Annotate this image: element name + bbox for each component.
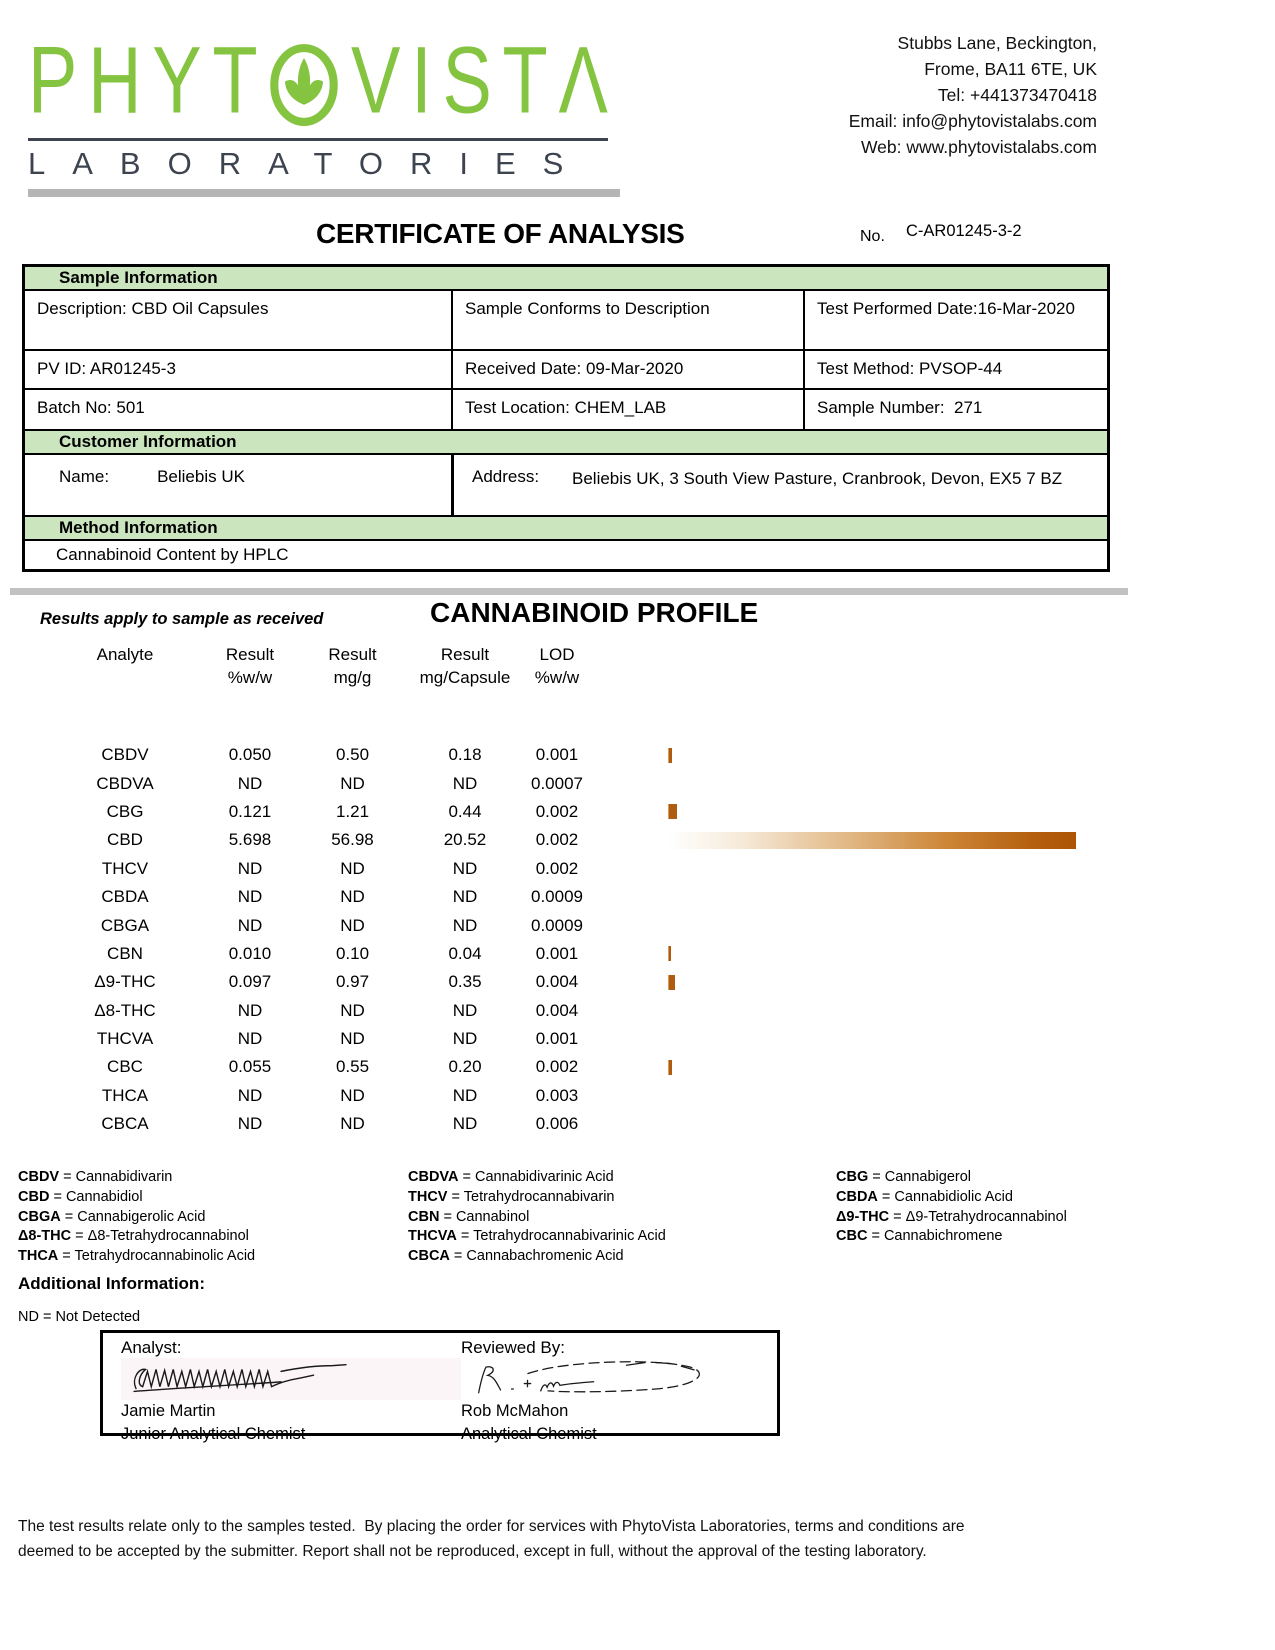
abbreviation-column-1 xyxy=(18,1168,408,1267)
column-header xyxy=(515,643,599,689)
table-row xyxy=(40,997,1088,1025)
abbreviation-name: Δ9-Tetrahydrocannabinol xyxy=(905,1208,1067,1225)
phytovista-logo xyxy=(28,16,608,197)
abbreviation-name: Cannabigerol xyxy=(884,1169,972,1185)
lod-cell: 0.001 xyxy=(535,943,579,963)
abbreviation-item: CBGA = Cannabigerolic Acid xyxy=(18,1208,206,1225)
result-mgcap-cell: ND xyxy=(452,773,478,793)
abbreviation-item: THCA = Tetrahydrocannabinolic Acid xyxy=(18,1248,256,1265)
abbreviation-item: CBG = Cannabigerol xyxy=(836,1169,972,1185)
abbreviation-name: Cannabachromenic Acid xyxy=(466,1248,624,1265)
analyst-signature xyxy=(121,1358,461,1400)
abbreviation-name: Cannabidiol xyxy=(65,1188,143,1205)
result-bar-cell xyxy=(668,804,677,819)
column-header-line2: mg/Capsule xyxy=(419,668,511,687)
customer-address-label: Address: xyxy=(472,467,540,486)
abbreviation-code: CBCA xyxy=(408,1248,450,1265)
result-pct-cell: ND xyxy=(237,915,263,935)
sample-information-heading: Sample Information xyxy=(25,267,1107,291)
logo-letter: T xyxy=(212,26,258,134)
contact-line: Stubbs Lane, Beckington, xyxy=(897,33,1097,53)
logo-letter: Λ xyxy=(558,26,608,134)
result-bar xyxy=(668,832,1076,849)
signature-box xyxy=(100,1330,780,1443)
abbreviation-item: CBD = Cannabidiol xyxy=(18,1188,143,1205)
method-information-heading: Method Information xyxy=(25,515,1107,541)
customer-name-label: Name: xyxy=(59,467,110,486)
column-header-line1: Result xyxy=(225,645,275,664)
sample-info-cell: PV ID: AR01245-3 xyxy=(25,351,451,390)
result-mgcap-cell: 20.52 xyxy=(443,830,487,850)
abbreviation-code: CBGA xyxy=(18,1208,61,1225)
abbreviation-name: Cannabinol xyxy=(455,1208,530,1225)
result-mgg-cell: ND xyxy=(340,887,365,907)
abbreviation-name: Cannabidivarin xyxy=(75,1169,173,1185)
reviewer-signature xyxy=(461,1358,741,1400)
footer-disclaimer xyxy=(18,1514,1268,1564)
contact-line: Web: www.phytovistalabs.com xyxy=(860,137,1097,157)
result-pct-cell: 0.097 xyxy=(228,972,272,992)
sample-info-cell: Received Date: 09-Mar-2020 xyxy=(451,351,803,390)
result-pct-cell: 0.055 xyxy=(228,1057,272,1077)
results-note: Results apply to sample as received xyxy=(40,610,324,628)
abbreviation-name: Δ8-Tetrahydrocannabinol xyxy=(87,1228,249,1245)
footer-line: The test results relate only to the samples tested. By placing the order for services with PhytoVista Laboratories, terms and conditions are xyxy=(18,1518,965,1535)
customer-information-heading: Customer Information xyxy=(25,429,1107,455)
logo-letter: V xyxy=(351,26,401,134)
lod-cell: 0.004 xyxy=(535,1000,579,1020)
analyte-cell: CBDV xyxy=(101,745,149,765)
column-header-line2: %w/w xyxy=(227,668,273,687)
result-pct-cell: ND xyxy=(237,887,263,907)
result-mgcap-cell: ND xyxy=(452,1000,478,1020)
result-pct-cell: ND xyxy=(237,773,263,793)
table-row xyxy=(40,741,1088,769)
reviewer-label: Reviewed By: xyxy=(461,1338,565,1357)
analyst-title: Junior Analytical Chemist xyxy=(121,1425,306,1443)
result-mgcap-cell: 0.44 xyxy=(448,801,482,821)
table-row xyxy=(40,911,1088,939)
logo-letter: S xyxy=(442,26,492,134)
analyte-cell: THCA xyxy=(101,1085,149,1105)
analyte-cell: Δ9-THC xyxy=(94,972,156,992)
contact-line: Tel: +441373470418 xyxy=(937,85,1097,105)
result-bar xyxy=(668,975,675,990)
result-mgcap-cell: ND xyxy=(452,1114,478,1134)
sample-information-grid xyxy=(25,291,1107,429)
column-header-line1: Analyte xyxy=(96,645,154,664)
analyte-cell: THCVA xyxy=(96,1029,154,1049)
result-pct-cell: ND xyxy=(237,1029,263,1049)
certificate-no-label: No. xyxy=(860,228,885,245)
logo-divider-line xyxy=(28,138,608,141)
abbreviation-item: Δ8-THC = Δ8-Tetrahydrocannabinol xyxy=(18,1228,249,1245)
result-mgg-cell: 0.10 xyxy=(335,943,370,963)
sample-info-cell: Sample Number: 271 xyxy=(803,390,1107,429)
logo-letter: Y xyxy=(152,26,202,134)
column-header-line2: mg/g xyxy=(333,668,372,687)
sample-info-cell: Batch No: 501 xyxy=(37,398,145,417)
result-mgg-cell: ND xyxy=(340,858,365,878)
result-bar xyxy=(668,748,672,763)
logo-letter: H xyxy=(88,26,142,134)
lab-contact-info xyxy=(849,30,1097,160)
sample-info-cell: Description: CBD Oil Capsules xyxy=(25,291,451,351)
analyst-name: Jamie Martin xyxy=(121,1402,216,1420)
result-mgcap-cell: 0.20 xyxy=(448,1057,482,1077)
result-mgg-cell: ND xyxy=(340,773,365,793)
sample-info-cell: Test Method: PVSOP-44 xyxy=(803,351,1107,390)
logo-wordmark xyxy=(28,16,608,134)
sample-info-cell: Test Performed Date:16-Mar-2020 xyxy=(803,291,1107,351)
result-bar-cell xyxy=(668,946,671,961)
abbreviation-code: THCV xyxy=(408,1188,448,1205)
abbreviation-name: Cannabigerolic Acid xyxy=(77,1208,206,1225)
result-bar xyxy=(668,804,677,819)
lod-cell: 0.001 xyxy=(535,745,579,765)
analyte-cell: THCV xyxy=(101,858,149,878)
reviewer-title: Analytical Chemist xyxy=(461,1425,597,1443)
analyte-cell: CBG xyxy=(106,801,144,821)
abbreviation-code: Δ8-THC xyxy=(18,1228,72,1245)
result-mgg-cell: ND xyxy=(340,915,365,935)
abbreviation-code: CBC xyxy=(836,1228,868,1245)
column-header-line2: %w/w xyxy=(534,668,580,687)
analyst-label: Analyst: xyxy=(121,1338,182,1357)
analyte-cell: CBGA xyxy=(100,915,150,935)
column-header-line1: Result xyxy=(328,645,377,664)
leaf-icon xyxy=(268,42,340,128)
certificate-number: C-AR01245-3-2 xyxy=(906,222,1022,240)
analyte-cell: CBC xyxy=(107,1057,143,1077)
table-row xyxy=(40,1082,1088,1110)
lod-cell: 0.003 xyxy=(535,1085,579,1105)
result-mgg-cell: 1.21 xyxy=(335,801,370,821)
abbreviation-code: CBN xyxy=(408,1208,440,1225)
abbreviation-legend xyxy=(18,1168,1263,1267)
table-row xyxy=(40,826,1088,854)
analyst-signature-block xyxy=(103,1333,461,1443)
result-pct-cell: 0.010 xyxy=(228,943,272,963)
nd-definition: ND = Not Detected xyxy=(18,1309,141,1325)
abbreviation-code: THCVA xyxy=(408,1228,457,1245)
table-row xyxy=(40,798,1088,826)
lod-cell: 0.002 xyxy=(535,830,579,850)
result-mgg-cell: ND xyxy=(340,1085,365,1105)
abbreviation-item: CBDVA = Cannabidivarinic Acid xyxy=(408,1169,614,1185)
cannabinoid-table-header xyxy=(40,643,599,689)
result-mgg-cell: 56.98 xyxy=(331,830,374,850)
table-row xyxy=(40,883,1088,911)
result-bar-cell xyxy=(668,1060,672,1075)
analyte-cell: CBN xyxy=(107,943,143,963)
sample-info-cell: Test Location: CHEM_LAB xyxy=(451,390,803,429)
abbreviation-code: CBDVA xyxy=(408,1169,459,1185)
customer-row xyxy=(25,455,1107,515)
table-row xyxy=(40,1025,1088,1053)
additional-information-heading: Additional Information: xyxy=(18,1274,205,1293)
result-pct-cell: 0.050 xyxy=(228,745,272,765)
result-bar-cell xyxy=(668,748,672,763)
lod-cell: 0.006 xyxy=(535,1114,579,1134)
abbreviation-name: Cannabidivarinic Acid xyxy=(475,1169,614,1185)
result-bar-cell xyxy=(668,975,675,990)
customer-address-value: Beliebis UK, 3 South View Pasture, Cranbrook, Devon, EX5 7 BZ xyxy=(572,469,1063,488)
contact-line: Frome, BA11 6TE, UK xyxy=(924,59,1097,79)
abbreviation-item: CBCA = Cannabachromenic Acid xyxy=(408,1248,624,1265)
result-mgg-cell: ND xyxy=(340,1029,365,1049)
column-header xyxy=(40,643,210,689)
lod-cell: 0.0007 xyxy=(531,773,583,793)
result-pct-cell: ND xyxy=(237,1000,263,1020)
customer-name-value: Beliebis UK xyxy=(157,467,245,486)
reviewer-name: Rob McMahon xyxy=(461,1402,569,1420)
column-header-line1: Result xyxy=(440,645,490,664)
analyte-cell: CBDA xyxy=(101,887,149,907)
result-mgcap-cell: 0.04 xyxy=(448,943,482,963)
abbreviation-item: Δ9-THC = Δ9-Tetrahydrocannabinol xyxy=(836,1208,1067,1225)
page-title: CERTIFICATE OF ANALYSIS xyxy=(316,218,685,249)
logo-subtitle: LABORATORIES xyxy=(28,146,591,181)
table-row xyxy=(40,1110,1088,1138)
logo-gray-bar xyxy=(28,189,620,197)
lod-cell: 0.002 xyxy=(535,1057,579,1077)
result-mgg-cell: 0.97 xyxy=(335,972,370,992)
column-header xyxy=(290,643,415,689)
lod-cell: 0.002 xyxy=(535,801,579,821)
info-table xyxy=(22,264,1110,572)
contact-line: Email: info@phytovistalabs.com xyxy=(848,111,1097,131)
column-header xyxy=(210,643,290,689)
customer-address-cell xyxy=(451,455,1107,515)
lod-cell: 0.0009 xyxy=(531,915,583,935)
result-pct-cell: 0.121 xyxy=(228,801,272,821)
table-row xyxy=(40,855,1088,883)
result-bar xyxy=(668,1060,672,1075)
table-row xyxy=(40,769,1088,797)
result-bar xyxy=(668,946,671,961)
abbreviation-item: THCV = Tetrahydrocannabivarin xyxy=(408,1188,615,1205)
abbreviation-name: Tetrahydrocannabivarin xyxy=(463,1188,615,1205)
abbreviation-column-2 xyxy=(408,1168,836,1267)
abbreviation-name: Cannabichromene xyxy=(883,1228,1003,1245)
analyte-cell: Δ8-THC xyxy=(94,1000,156,1020)
lod-cell: 0.0009 xyxy=(531,887,583,907)
abbreviation-code: CBDA xyxy=(836,1188,878,1205)
analyte-cell: CBD xyxy=(107,830,143,850)
lod-cell: 0.004 xyxy=(535,972,579,992)
abbreviation-code: CBDV xyxy=(18,1169,60,1185)
section-divider-bar xyxy=(10,588,1128,595)
column-header-line1: LOD xyxy=(539,645,575,664)
table-row xyxy=(40,968,1088,996)
abbreviation-name: Cannabidiolic Acid xyxy=(894,1188,1013,1205)
result-pct-cell: 5.698 xyxy=(228,830,272,850)
abbreviation-name: Tetrahydrocannabinolic Acid xyxy=(74,1248,256,1265)
result-mgcap-cell: ND xyxy=(452,915,478,935)
table-row xyxy=(40,940,1088,968)
result-mgg-cell: 0.50 xyxy=(335,745,370,765)
result-pct-cell: ND xyxy=(237,858,263,878)
reviewer-signature-block xyxy=(461,1333,741,1443)
abbreviation-code: Δ9-THC xyxy=(836,1208,890,1225)
cannabinoid-profile-title: CANNABINOID PROFILE xyxy=(430,597,759,628)
analyte-cell: CBCA xyxy=(101,1114,149,1134)
lod-cell: 0.001 xyxy=(535,1029,579,1049)
customer-name-cell xyxy=(25,455,451,515)
abbreviation-item: CBN = Cannabinol xyxy=(408,1208,530,1225)
result-pct-cell: ND xyxy=(237,1085,263,1105)
abbreviation-item: CBDV = Cannabidivarin xyxy=(18,1169,173,1185)
result-mgcap-cell: 0.35 xyxy=(448,972,482,992)
logo-letter: P xyxy=(28,26,78,134)
lod-cell: 0.002 xyxy=(535,858,579,878)
table-row xyxy=(40,1053,1088,1081)
abbreviation-code: CBG xyxy=(836,1169,869,1185)
column-header xyxy=(415,643,515,689)
footer-line: deemed to be accepted by the submitter. Report shall not be reproduced, except in full, without the approval of the testing laboratory. xyxy=(18,1543,927,1560)
abbreviation-column-3 xyxy=(836,1168,1263,1267)
analyte-cell: CBDVA xyxy=(96,773,154,793)
cannabinoid-table-body xyxy=(40,741,1088,1138)
result-mgcap-cell: ND xyxy=(452,858,478,878)
abbreviation-name: Tetrahydrocannabivarinic Acid xyxy=(473,1228,666,1245)
abbreviation-item: CBDA = Cannabidiolic Acid xyxy=(836,1188,1013,1205)
method-text: Cannabinoid Content by HPLC xyxy=(56,545,289,564)
abbreviation-item: THCVA = Tetrahydrocannabivarinic Acid xyxy=(408,1228,666,1245)
result-mgg-cell: ND xyxy=(340,1114,365,1134)
result-mgcap-cell: ND xyxy=(452,887,478,907)
result-bar-cell xyxy=(668,833,1076,848)
abbreviation-code: THCA xyxy=(18,1248,59,1265)
sample-info-cell: Sample Conforms to Description xyxy=(451,291,803,351)
abbreviation-item: CBC = Cannabichromene xyxy=(836,1228,1003,1245)
result-mgg-cell: 0.55 xyxy=(335,1057,370,1077)
result-mgcap-cell: ND xyxy=(452,1029,478,1049)
abbreviation-code: CBD xyxy=(18,1188,50,1205)
result-mgcap-cell: ND xyxy=(452,1085,478,1105)
result-mgg-cell: ND xyxy=(340,1000,365,1020)
result-pct-cell: ND xyxy=(237,1114,263,1134)
result-mgcap-cell: 0.18 xyxy=(448,745,482,765)
logo-letter: I xyxy=(411,26,432,134)
logo-letter: T xyxy=(502,26,548,134)
